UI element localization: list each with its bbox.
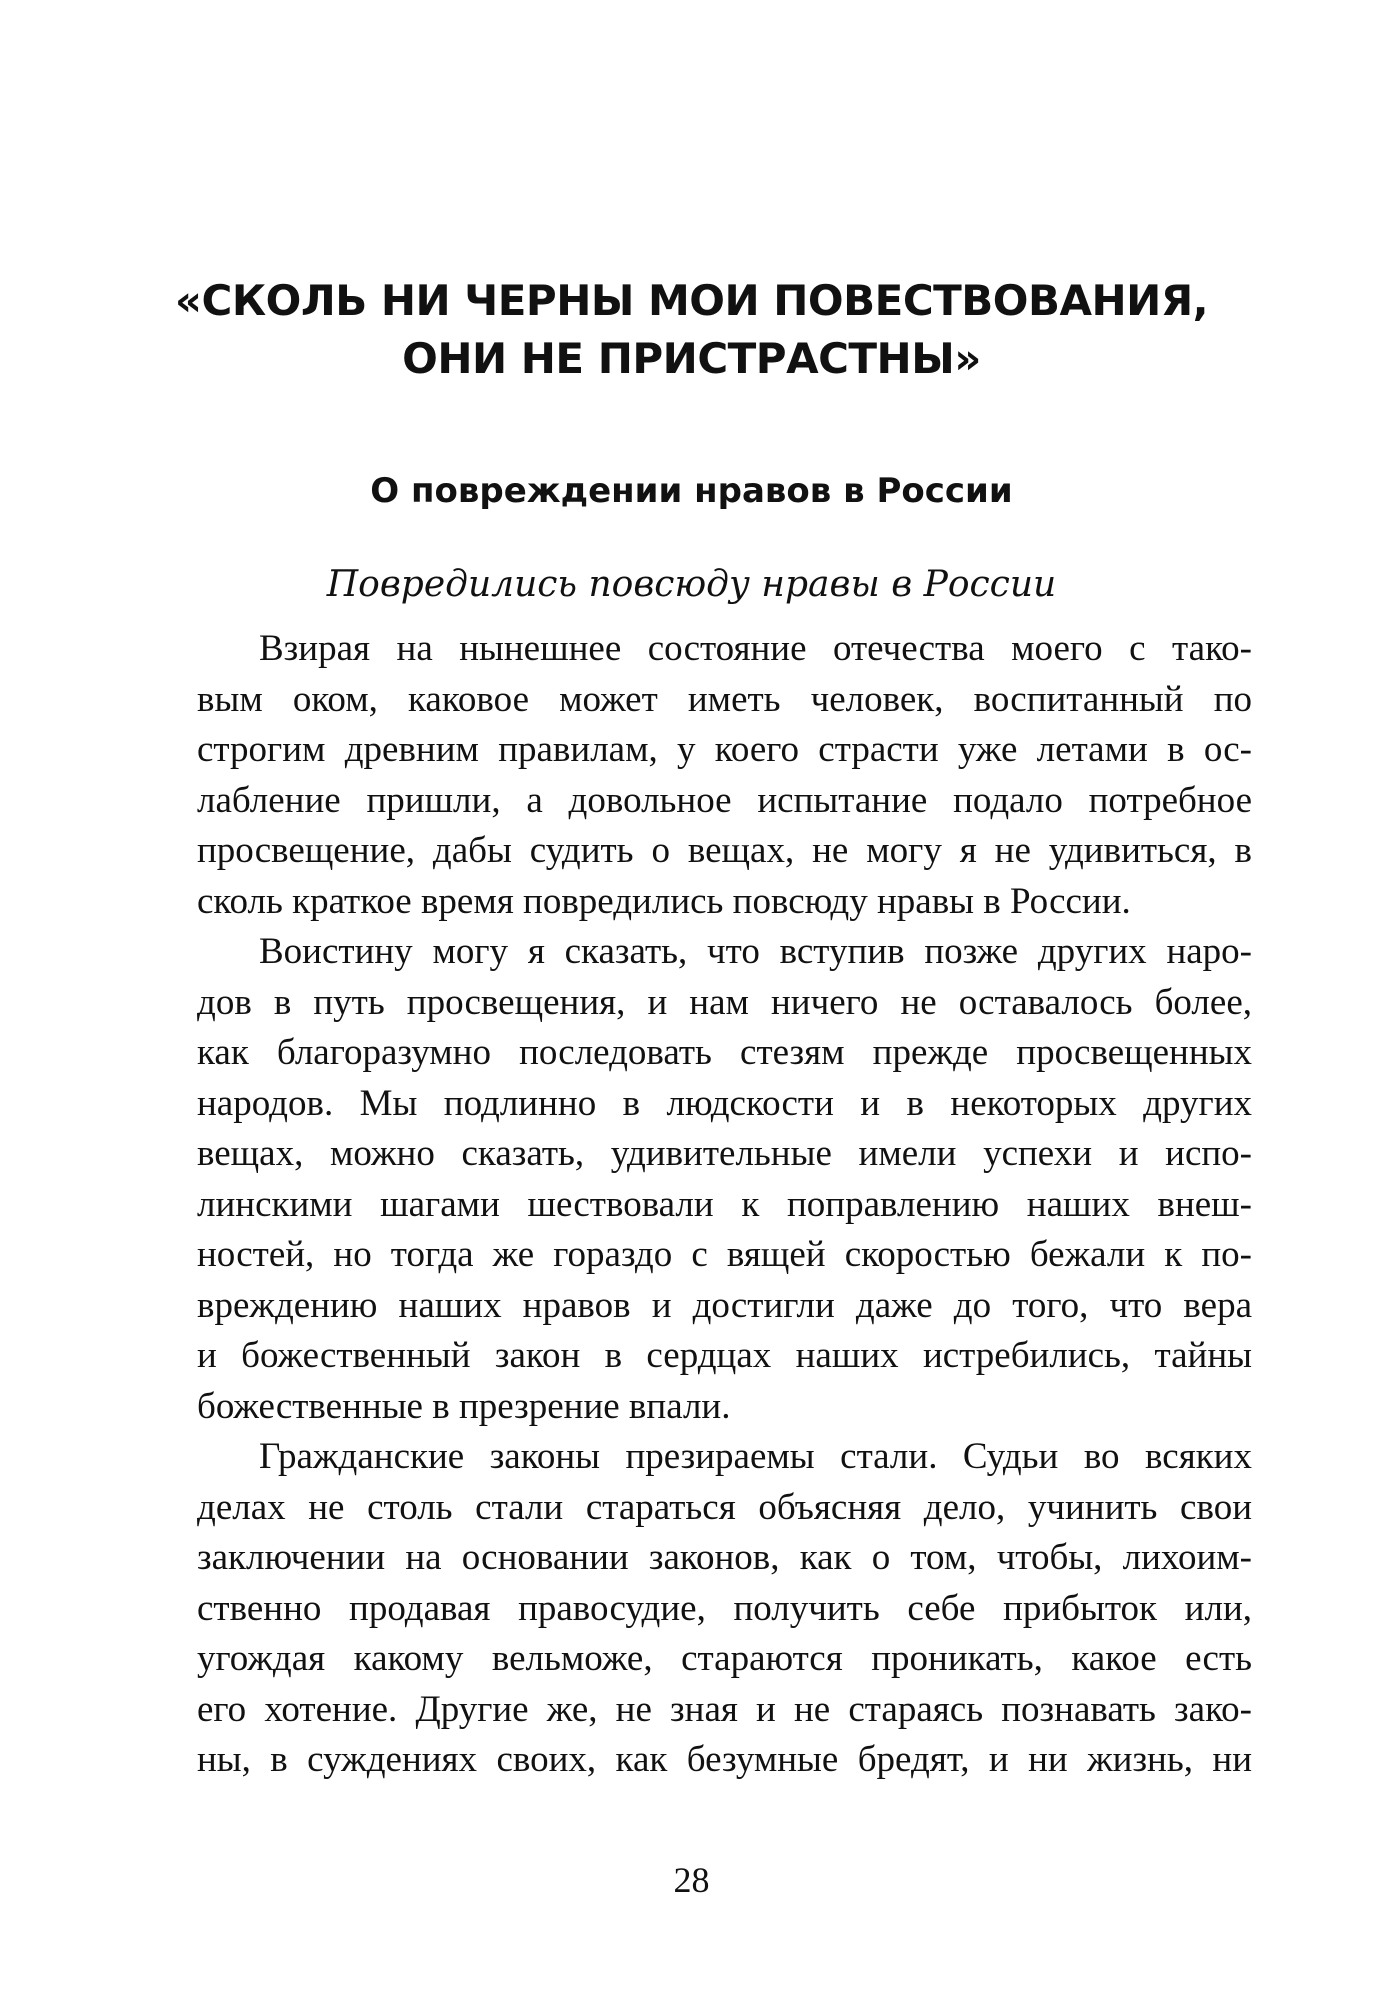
- text-line: народов. Мы подлинно в людскости и в некоторых других: [197, 1082, 1252, 1124]
- text-line: ны, в суждениях своих, как безумные бредят, и ни жизнь, ни: [197, 1739, 1252, 1780]
- text-line: просвещение, дабы судить о вещах, не могу я не удивиться, в: [197, 830, 1252, 871]
- text-line: линскими шагами шествовали к поправлению наших внеш-: [197, 1183, 1252, 1225]
- text-line: и божественный закон в сердцах наших истребились, тайны: [197, 1335, 1252, 1376]
- text-line: угождая какому вельможе, стараются проникать, какое есть: [197, 1638, 1252, 1679]
- text-line: дов в путь просвещения, и нам ничего не оставалось более,: [197, 981, 1252, 1023]
- chapter-title-line-1: «СКОЛЬ НИ ЧЕРНЫ МОИ ПОВЕСТВОВАНИЯ,: [174, 276, 1209, 325]
- text-line: ностей, но тогда же гораздо с вящей скоростью бежали к по-: [197, 1234, 1252, 1275]
- text-line: божественные в презрение впали.: [197, 1385, 731, 1427]
- text-line: заключении на основании законов, как о том, чтобы, лихоим-: [197, 1537, 1252, 1578]
- body-text: [197, 624, 1252, 1786]
- text-line: строгим древним правилам, у коего страсти уже летами в ос-: [197, 729, 1252, 770]
- page-number: 28: [673, 1860, 710, 1900]
- section-heading: О повреждении нравов в России: [370, 471, 1013, 511]
- text-line: лабление пришли, а довольное испытание подало потребное: [197, 779, 1252, 821]
- text-line: Воистину могу я сказать, что вступив позже других наро-: [259, 931, 1252, 972]
- subheading: Повредились повсюду нравы в России: [326, 564, 1057, 605]
- text-line: делах не столь стали стараться объясняя дело, учинить свои: [197, 1486, 1252, 1528]
- text-line: вещах, можно сказать, удивительные имели успехи и испо-: [197, 1133, 1252, 1174]
- text-line: ственно продавая правосудие, получить себе прибыток или,: [197, 1587, 1252, 1629]
- text-line: его хотение. Другие же, не зная и не стараясь познавать зако-: [197, 1688, 1252, 1730]
- text-line: как благоразумно последовать стезям прежде просвещенных: [197, 1032, 1252, 1073]
- text-line: сколь краткое время повредились повсюду нравы в России.: [197, 880, 1131, 922]
- chapter-title: [0, 272, 1383, 388]
- text-line: вым оком, каковое может иметь человек, воспитанный по: [197, 678, 1252, 720]
- chapter-title-line-2: ОНИ НЕ ПРИСТРАСТНЫ»: [402, 334, 981, 383]
- text-line: Взирая на нынешнее состояние отечества моего с тако-: [259, 628, 1252, 669]
- text-line: вреждению наших нравов и достигли даже до того, что вера: [197, 1284, 1252, 1326]
- text-line: Гражданские законы презираемы стали. Судьи во всяких: [259, 1436, 1252, 1477]
